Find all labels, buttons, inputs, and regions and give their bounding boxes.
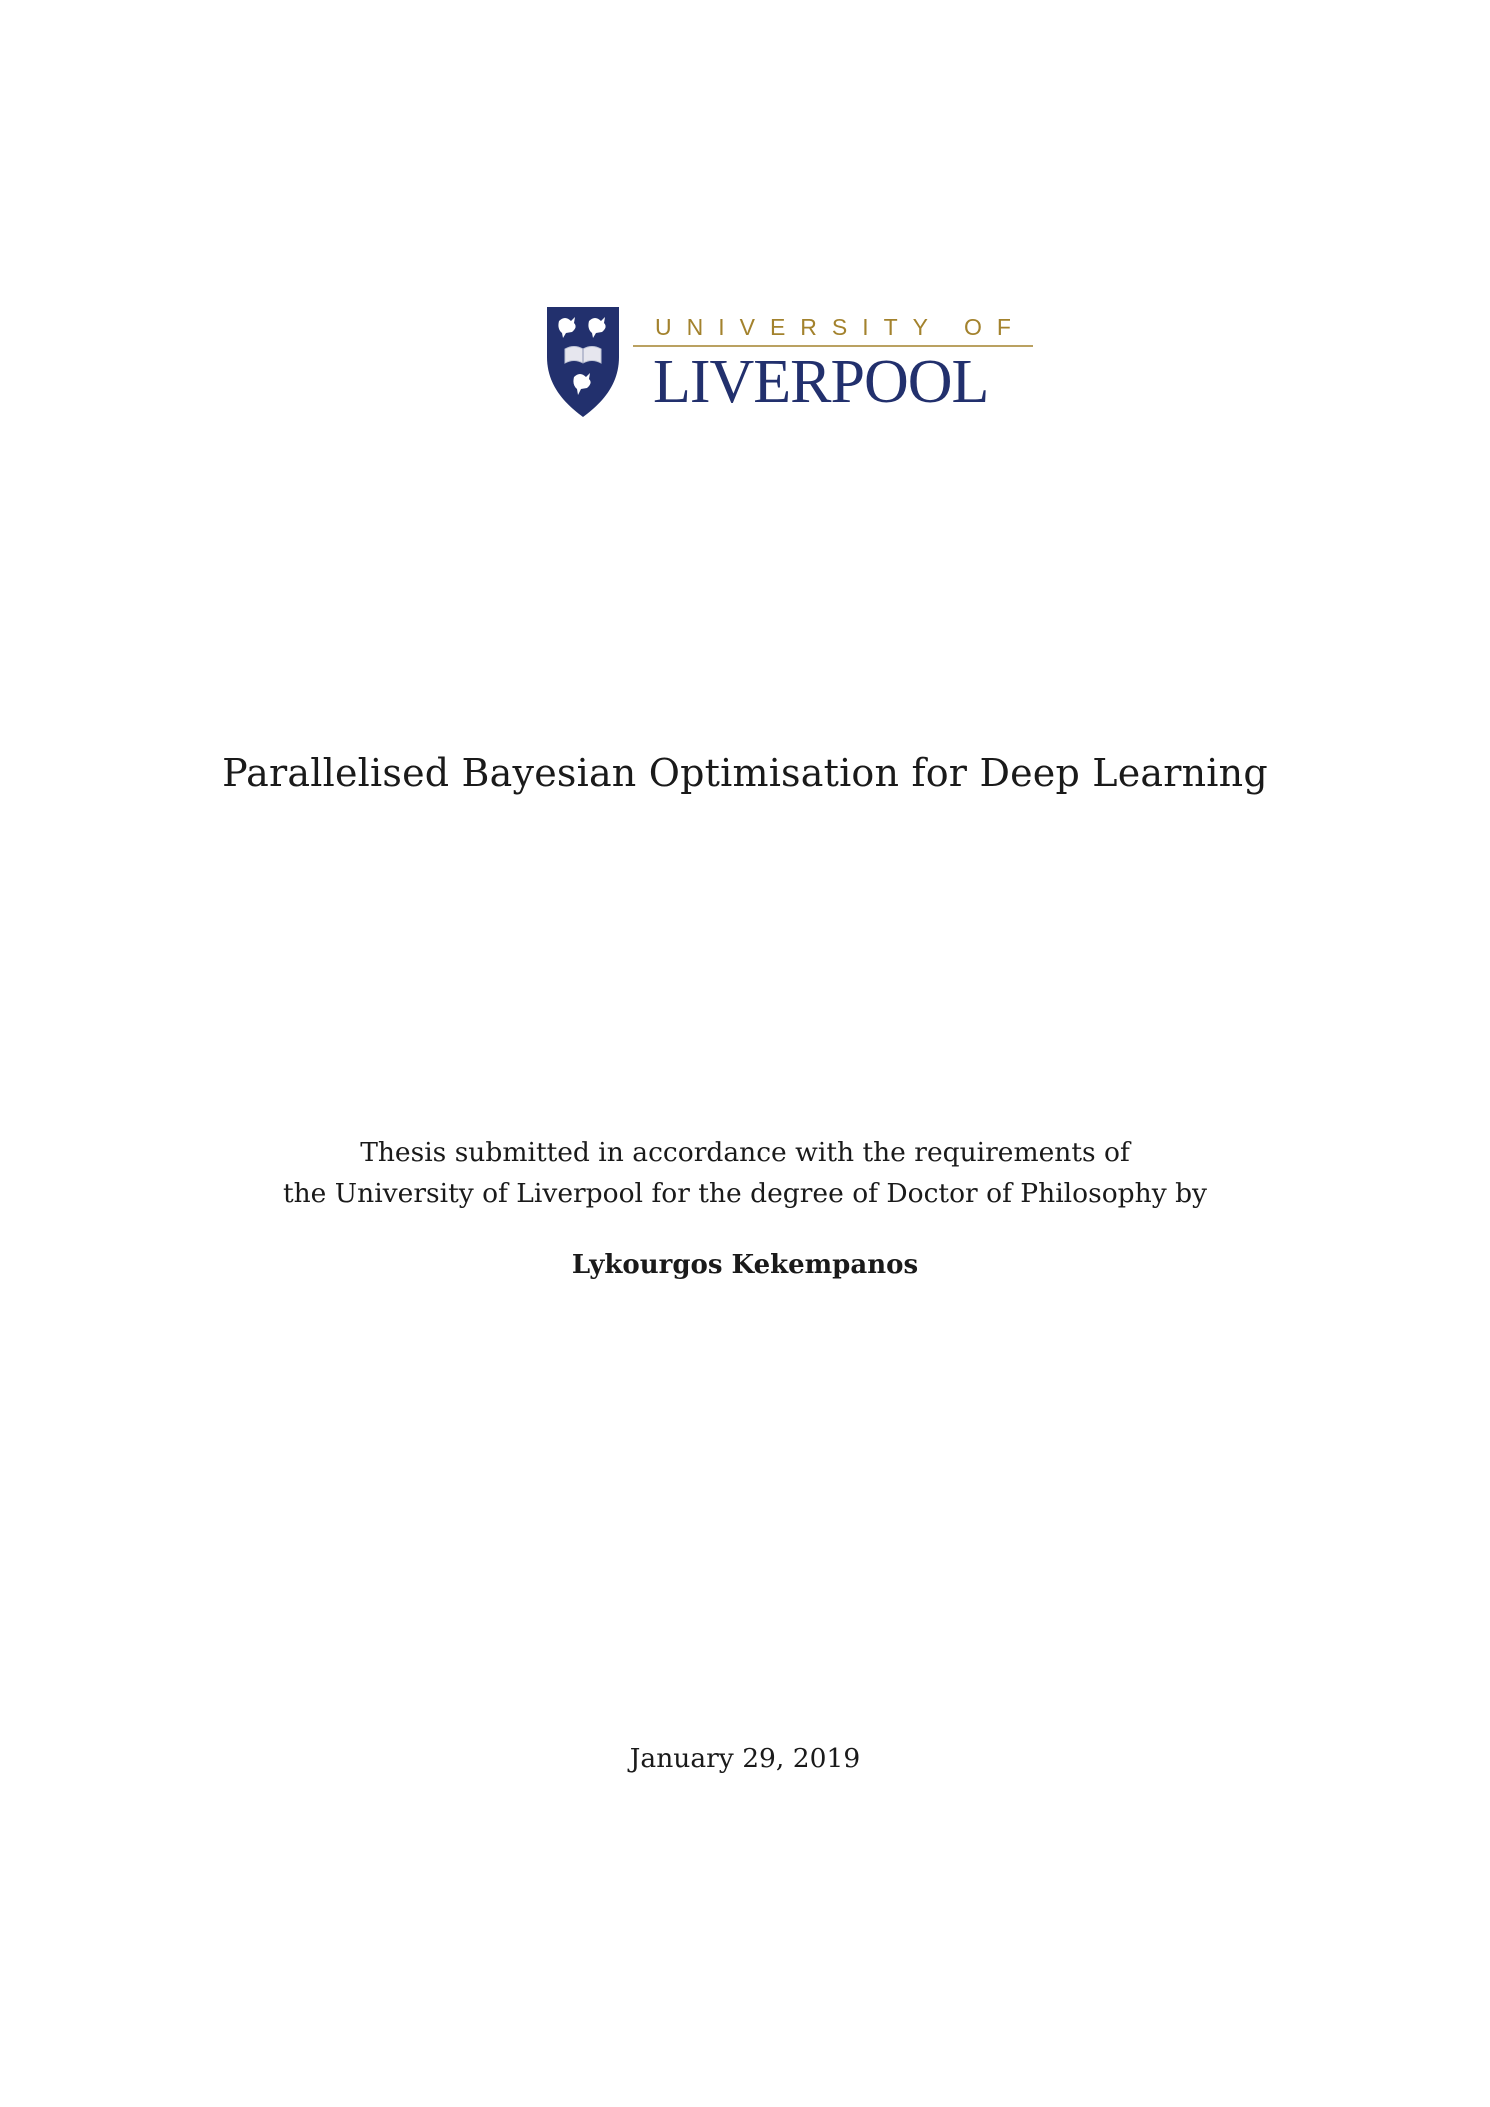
statement-line-2: the University of Liverpool for the degree of Doctor of Philosophy by [282, 1178, 1208, 1209]
logo-line2: LIVERPOOL [653, 348, 989, 416]
submission-statement [0, 1132, 1490, 1214]
university-crest-icon [547, 307, 619, 417]
statement-line-1: Thesis submitted in accordance with the requirements of [360, 1137, 1130, 1168]
university-logo [545, 305, 1035, 420]
thesis-title: Parallelised Bayesian Optimisation for Deep Learning [222, 751, 1268, 795]
author-name: Lykourgos Kekempanos [571, 1250, 919, 1280]
submission-date: January 29, 2019 [629, 1743, 861, 1774]
logo-line1: UNIVERSITY OF [655, 314, 1026, 340]
